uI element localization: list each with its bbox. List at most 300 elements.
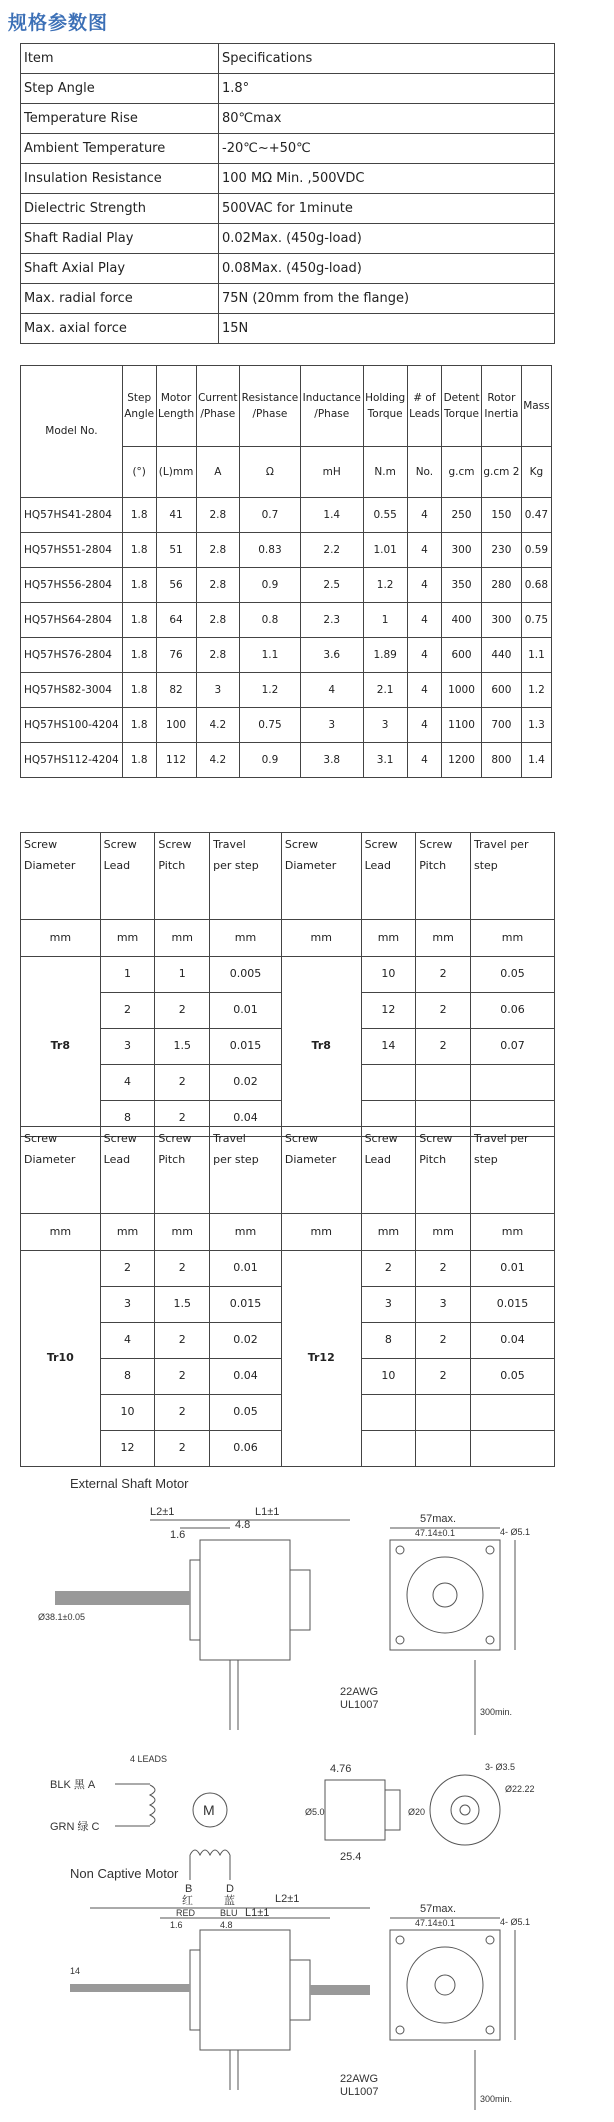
screw-value: 2 (416, 1359, 471, 1395)
spec-item: Insulation Resistance (21, 164, 219, 194)
spec-item: Ambient Temperature (21, 134, 219, 164)
dim-22-22: Ø22.22 (505, 1784, 535, 1794)
model-value: 2.8 (196, 568, 239, 603)
model-value: 4 (407, 708, 441, 743)
header-line: Screw (158, 1132, 192, 1145)
model-value: 1.8 (122, 568, 156, 603)
screw-header (21, 1127, 101, 1214)
table-row (21, 603, 552, 638)
column-header (300, 366, 363, 447)
model-value: 400 (442, 603, 482, 638)
spec-item: Max. radial force (21, 284, 219, 314)
model-value: 1.8 (122, 708, 156, 743)
screw-value: 4 (100, 1065, 155, 1101)
screw-value: 0.04 (471, 1323, 555, 1359)
header-line: Leads (409, 408, 440, 420)
model-value: 1.8 (122, 673, 156, 708)
motor-dimension-drawing (30, 1470, 590, 2110)
model-name: HQ57HS112-4204 (21, 743, 123, 778)
header-line: Resistance (241, 391, 299, 404)
header-line: Length (157, 408, 195, 420)
unit-cell: mm (155, 1214, 210, 1251)
header-line: Torque (444, 408, 480, 420)
model-value: 1.2 (239, 673, 300, 708)
screw-value: 0.07 (471, 1029, 555, 1065)
dim-1-6-nc: 1.6 (170, 1920, 183, 1930)
dim-300min-nc: 300min. (480, 2094, 513, 2104)
screw-header (155, 833, 210, 920)
screw-value: 0.02 (210, 1323, 282, 1359)
model-value: 3.1 (363, 743, 407, 778)
screw-header (281, 1127, 361, 1214)
screw-value: 2 (416, 957, 471, 993)
external-shaft-title: External Shaft Motor (70, 1476, 189, 1491)
model-value: 4.2 (196, 708, 239, 743)
table-row (21, 44, 555, 74)
dim-25-4: 25.4 (340, 1851, 362, 1863)
model-value: 82 (156, 673, 196, 708)
model-value: 4 (407, 603, 441, 638)
model-value: 250 (442, 498, 482, 533)
unit-cell: mm (155, 920, 210, 957)
header-line: Pitch (158, 1152, 186, 1166)
spec-value: 15N (219, 314, 555, 344)
screw-header (471, 1127, 555, 1214)
screw-value: 1 (100, 957, 155, 993)
unit-cell: g.cm (442, 447, 482, 498)
table-row (21, 533, 552, 568)
unit-cell: (L)mm (156, 447, 196, 498)
column-header (156, 366, 196, 447)
screw-header (155, 1127, 210, 1214)
unit-cell: mm (281, 920, 361, 957)
unit-cell: mm (21, 1214, 101, 1251)
screw-value: 12 (361, 993, 416, 1029)
model-value: 2.2 (300, 533, 363, 568)
model-value: 1.8 (122, 638, 156, 673)
model-value: 1.1 (521, 638, 551, 673)
model-value: 4 (407, 673, 441, 708)
table-row (21, 104, 555, 134)
model-value: 0.55 (363, 498, 407, 533)
screw-value (361, 1065, 416, 1101)
wire-blu-cn: 蓝 (224, 1895, 235, 1907)
header-line: Detent (443, 391, 480, 404)
screw-header (361, 833, 416, 920)
header-line: Inductance (302, 391, 361, 404)
screw-value: 2 (155, 1359, 210, 1395)
header-line: # of (413, 391, 436, 404)
screw-value: 3 (100, 1287, 155, 1323)
model-value: 1.8 (122, 533, 156, 568)
model-name: HQ57HS76-2804 (21, 638, 123, 673)
model-value: 0.9 (239, 568, 300, 603)
header-line: Screw (419, 838, 453, 851)
model-value: 3 (300, 708, 363, 743)
dim-14: 14 (70, 1966, 81, 1976)
table-row (21, 164, 555, 194)
table-row (21, 224, 555, 254)
screw-diameter-label: Tr10 (21, 1251, 101, 1467)
dim-4-8: 4.8 (235, 1519, 251, 1531)
wire-blu-label: BLU (220, 1908, 238, 1918)
table-row (21, 1251, 555, 1287)
header-line: Rotor (487, 391, 516, 404)
table-row (21, 74, 555, 104)
model-value: 2.8 (196, 603, 239, 638)
model-table (20, 365, 552, 778)
model-name: HQ57HS51-2804 (21, 533, 123, 568)
model-value: 1 (363, 603, 407, 638)
screw-value: 4 (100, 1323, 155, 1359)
unit-cell: mm (416, 920, 471, 957)
screw-value: 12 (100, 1431, 155, 1467)
screw-value: 2 (155, 1395, 210, 1431)
header-line: Lead (103, 1152, 131, 1166)
column-header (239, 366, 300, 447)
model-value: 1.4 (300, 498, 363, 533)
table-row (21, 194, 555, 224)
screw-header (100, 1127, 155, 1214)
table-row (21, 957, 555, 993)
dim-57max: 57max. (420, 1513, 457, 1525)
screw-header (21, 833, 101, 920)
table-row (21, 920, 555, 957)
header-line: Travel (213, 1132, 246, 1145)
dim-47-14: 47.14±0.1 (415, 1528, 455, 1538)
spec-item: Shaft Radial Play (21, 224, 219, 254)
screw-value: 0.06 (210, 1431, 282, 1467)
model-value: 112 (156, 743, 196, 778)
screw-header (100, 833, 155, 920)
model-value: 3.8 (300, 743, 363, 778)
model-value: 3 (363, 708, 407, 743)
unit-cell: mm (416, 1214, 471, 1251)
unit-cell: N.m (363, 447, 407, 498)
screw-value: 10 (100, 1395, 155, 1431)
wire-blk-label: BLK 黑 A (50, 1779, 96, 1791)
table-row (21, 743, 552, 778)
header-line: Pitch (419, 858, 447, 872)
screw-value (416, 1395, 471, 1431)
model-value: 0.75 (521, 603, 551, 638)
model-value: 1.8 (122, 498, 156, 533)
header-line: Travel per (474, 1132, 529, 1145)
header-line: Step (127, 391, 152, 404)
model-value: 600 (442, 638, 482, 673)
model-value: 230 (481, 533, 521, 568)
spec-item: Step Angle (21, 74, 219, 104)
table-row (21, 638, 552, 673)
unit-cell: A (196, 447, 239, 498)
spec-value: 500VAC for 1minute (219, 194, 555, 224)
screw-value: 10 (361, 1359, 416, 1395)
table-row (21, 673, 552, 708)
header-line: Holding (365, 391, 406, 404)
header-line: Travel (213, 838, 246, 851)
model-value: 2.5 (300, 568, 363, 603)
model-name: HQ57HS64-2804 (21, 603, 123, 638)
header-line: Screw (364, 1132, 398, 1145)
spec-value: -20℃~+50℃ (219, 134, 555, 164)
wire-ul: UL1007 (340, 1699, 379, 1711)
model-value: 4 (300, 673, 363, 708)
model-value: 100 (156, 708, 196, 743)
dim-shaft-diameter: Ø38.1±0.05 (38, 1612, 85, 1622)
dim-4-holes-nc: 4- Ø5.1 (500, 1917, 531, 1927)
screw-value (471, 1431, 555, 1467)
wire-grn-label: GRN 绿 C (50, 1821, 100, 1833)
header-line: per step (213, 858, 259, 872)
unit-cell: mH (300, 447, 363, 498)
header-line: Current (198, 391, 238, 404)
screw-header (210, 833, 282, 920)
header-line: Torque (367, 408, 403, 420)
screw-value: 1.5 (155, 1287, 210, 1323)
motor-symbol-label: M (203, 1802, 215, 1818)
unit-cell: (°) (122, 447, 156, 498)
column-header (407, 366, 441, 447)
column-header (122, 366, 156, 447)
header-line: /Phase (200, 408, 236, 420)
model-value: 41 (156, 498, 196, 533)
model-value: 700 (481, 708, 521, 743)
screw-value: 2 (155, 1251, 210, 1287)
spec-value: 100 MΩ Min. ,500VDC (219, 164, 555, 194)
model-value: 1000 (442, 673, 482, 708)
table-row (21, 833, 555, 920)
unit-cell: Kg (521, 447, 551, 498)
screw-value: 0.04 (210, 1359, 282, 1395)
model-value: 0.83 (239, 533, 300, 568)
screw-value: 0.04 (210, 1101, 282, 1137)
header-line: Screw (103, 1132, 137, 1145)
model-value: 4 (407, 568, 441, 603)
dim-l1-nc: L1±1 (245, 1907, 270, 1919)
model-value: 3.6 (300, 638, 363, 673)
spec-value: 80℃max (219, 104, 555, 134)
model-name: HQ57HS100-4204 (21, 708, 123, 743)
model-value: 0.7 (239, 498, 300, 533)
screw-value: 0.015 (210, 1029, 282, 1065)
spec-item: Max. axial force (21, 314, 219, 344)
table-row (21, 1214, 555, 1251)
model-value: 64 (156, 603, 196, 638)
model-no-header: Model No. (21, 366, 123, 498)
header-line: per step (213, 1152, 259, 1166)
model-value: 150 (481, 498, 521, 533)
wire-red-cn: 红 (182, 1895, 193, 1907)
screw-value: 0.01 (210, 993, 282, 1029)
page-title: 规格参数图 (8, 12, 109, 34)
spec-value: 75N (20mm from the flange) (219, 284, 555, 314)
unit-cell: mm (471, 920, 555, 957)
dim-4-76: 4.76 (330, 1763, 352, 1775)
table-row (21, 708, 552, 743)
header-line: Lead (103, 858, 131, 872)
screw-table-2 (20, 1126, 555, 1467)
screw-value (361, 1431, 416, 1467)
spec-item: Item (21, 44, 219, 74)
model-value: 1.89 (363, 638, 407, 673)
screw-value (416, 1431, 471, 1467)
model-name: HQ57HS41-2804 (21, 498, 123, 533)
screw-value: 0.05 (210, 1395, 282, 1431)
model-name: HQ57HS56-2804 (21, 568, 123, 603)
model-value: 1.2 (521, 673, 551, 708)
header-line: /Phase (314, 408, 350, 420)
model-value: 0.9 (239, 743, 300, 778)
screw-value: 2 (155, 993, 210, 1029)
spec-item: Temperature Rise (21, 104, 219, 134)
screw-value: 0.06 (471, 993, 555, 1029)
wire-red-label: RED (176, 1908, 196, 1918)
unit-cell: mm (210, 920, 282, 957)
non-captive-motor-outline (200, 1930, 290, 2050)
model-value: 1.1 (239, 638, 300, 673)
screw-value: 2 (155, 1431, 210, 1467)
spec-value: 0.02Max. (450g-load) (219, 224, 555, 254)
table-row (21, 314, 555, 344)
screw-value: 0.02 (210, 1065, 282, 1101)
dim-l2: L2±1 (150, 1506, 175, 1518)
screw-header (210, 1127, 282, 1214)
header-line: Inertia (484, 408, 519, 420)
screw-value: 1 (155, 957, 210, 993)
wire-awg: 22AWG (340, 1686, 379, 1698)
screw-value (471, 1395, 555, 1431)
header-line: Diameter (24, 1152, 76, 1166)
screw-value: 2 (416, 1251, 471, 1287)
screw-value: 3 (361, 1287, 416, 1323)
model-value: 1.8 (122, 603, 156, 638)
wire-d-label: D (226, 1883, 234, 1895)
unit-cell: mm (471, 1214, 555, 1251)
screw-diameter-label: Tr8 (281, 957, 361, 1137)
screw-value: 0.05 (471, 1359, 555, 1395)
screw-value: 2 (416, 1323, 471, 1359)
model-value: 1.2 (363, 568, 407, 603)
header-line: Pitch (158, 858, 186, 872)
dim-4-holes: 4- Ø5.1 (500, 1527, 531, 1537)
dim-1-6: 1.6 (170, 1529, 186, 1541)
table-row (21, 1127, 555, 1214)
screw-value: 0.01 (210, 1251, 282, 1287)
dim-l1: L1±1 (255, 1506, 280, 1518)
header-line: Diameter (284, 858, 337, 872)
unit-cell: mm (21, 920, 101, 957)
model-value: 300 (481, 603, 521, 638)
column-header (363, 366, 407, 447)
screw-value: 2 (100, 1251, 155, 1287)
wire-ul-nc: UL1007 (340, 2086, 379, 2098)
column-header (442, 366, 482, 447)
model-value: 1.3 (521, 708, 551, 743)
dim-l2-nc: L2±1 (275, 1893, 300, 1905)
unit-cell: No. (407, 447, 441, 498)
screw-value: 2 (155, 1065, 210, 1101)
header-line: Screw (284, 1132, 318, 1145)
model-value: 4.2 (196, 743, 239, 778)
model-value: 350 (442, 568, 482, 603)
screw-value: 0.01 (471, 1251, 555, 1287)
model-value: 1100 (442, 708, 482, 743)
model-value: 1.8 (122, 743, 156, 778)
dim-47-14-nc: 47.14±0.1 (415, 1918, 455, 1928)
motor-body-outline (200, 1540, 290, 1660)
spec-value: 1.8° (219, 74, 555, 104)
header-line: Screw (24, 838, 58, 851)
header-line: step (474, 858, 498, 872)
table-row (21, 284, 555, 314)
header-line: Pitch (419, 1152, 447, 1166)
column-header (481, 366, 521, 447)
unit-cell: g.cm 2 (481, 447, 521, 498)
model-value: 300 (442, 533, 482, 568)
dim-20: Ø20 (408, 1807, 426, 1817)
header-line: Angle (124, 408, 155, 420)
screw-value (416, 1065, 471, 1101)
model-value: 1.4 (521, 743, 551, 778)
wire-b-label: B (185, 1883, 193, 1895)
screw-diameter-label: Tr8 (21, 957, 101, 1137)
screw-value: 0.015 (471, 1287, 555, 1323)
header-line: Screw (419, 1132, 453, 1145)
screw-value: 3 (100, 1029, 155, 1065)
screw-value: 8 (100, 1101, 155, 1137)
screw-diameter-label: Tr12 (281, 1251, 361, 1467)
model-value: 0.59 (521, 533, 551, 568)
table-row (21, 254, 555, 284)
leads-label: 4 LEADS (130, 1754, 168, 1764)
screw-value: 8 (100, 1359, 155, 1395)
model-value: 440 (481, 638, 521, 673)
unit-cell: Ω (239, 447, 300, 498)
spec-value: 0.08Max. (450g-load) (219, 254, 555, 284)
non-captive-title: Non Captive Motor (70, 1866, 179, 1881)
dim-4-8-nc: 4.8 (220, 1920, 233, 1930)
column-header (196, 366, 239, 447)
unit-cell: mm (100, 920, 155, 957)
model-value: 0.47 (521, 498, 551, 533)
model-value: 2.8 (196, 498, 239, 533)
screw-value: 3 (416, 1287, 471, 1323)
model-value: 600 (481, 673, 521, 708)
header-line: Diameter (284, 1152, 337, 1166)
specification-table (20, 43, 555, 344)
model-value: 0.68 (521, 568, 551, 603)
header-line: Motor (160, 391, 192, 404)
header-line: Screw (24, 1132, 58, 1145)
unit-cell: mm (281, 1214, 361, 1251)
screw-value: 0.05 (471, 957, 555, 993)
screw-table-1 (20, 832, 555, 1137)
dim-300min: 300min. (480, 1707, 513, 1717)
screw-value: 0.015 (210, 1287, 282, 1323)
header-line: Lead (364, 1152, 391, 1166)
table-row (21, 366, 552, 447)
screw-value: 2 (155, 1323, 210, 1359)
screw-value (361, 1395, 416, 1431)
model-value: 2.8 (196, 638, 239, 673)
unit-cell: mm (100, 1214, 155, 1251)
dim-5: Ø5.0 (305, 1807, 325, 1817)
model-value: 800 (481, 743, 521, 778)
header-line: Diameter (24, 858, 76, 872)
screw-value: 2 (100, 993, 155, 1029)
spec-value: Specifications (219, 44, 555, 74)
screw-header (281, 833, 361, 920)
